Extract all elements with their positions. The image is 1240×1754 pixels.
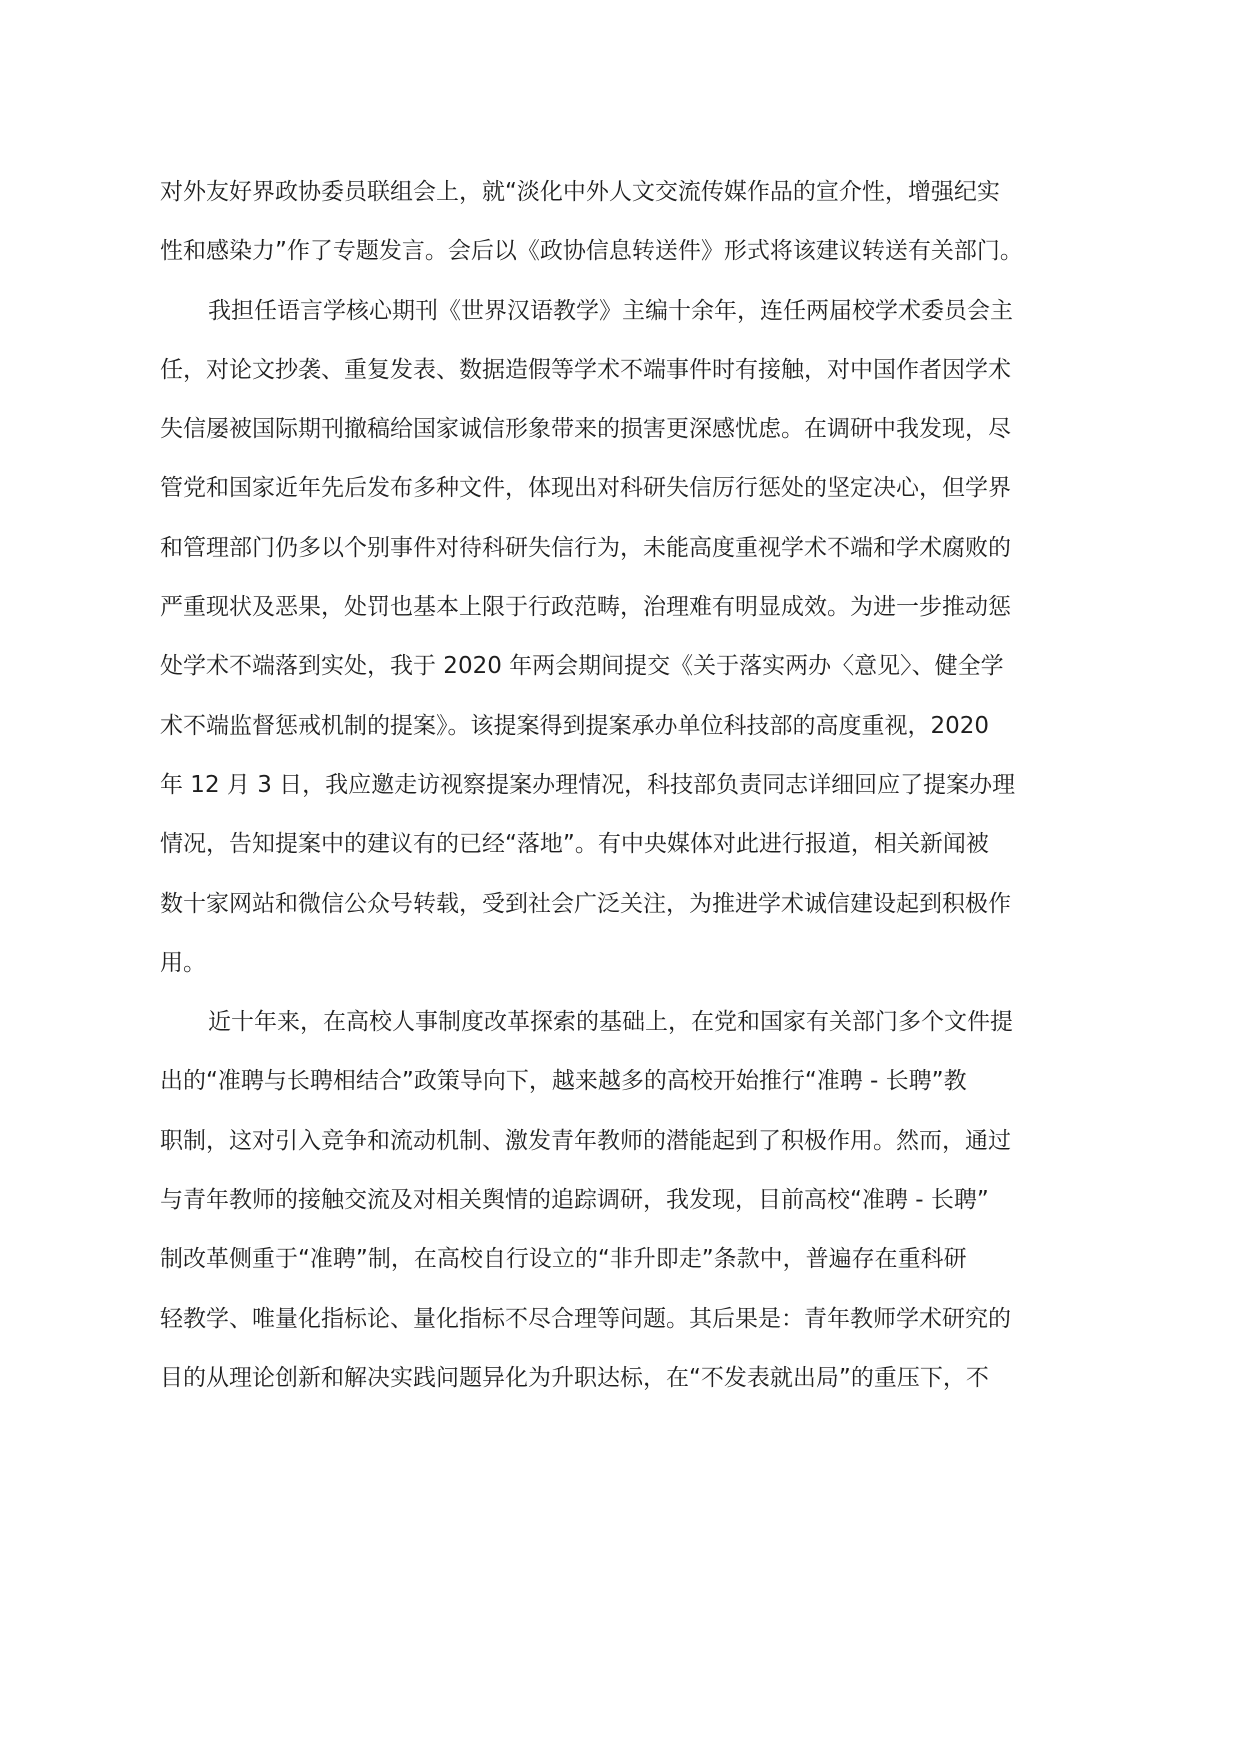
text-line: 年 12 月 3 日，我应邀走访视察提案办理情况，科技部负责同志详细回应了提案办理 [160,771,1016,798]
text-line: 失信屡被国际期刊撤稿给国家诚信形象带来的损害更深感忧虑。在调研中我发现，尽 [160,416,1011,443]
text-line: 用。 [160,949,206,976]
text-line: 严重现状及恶果，处罚也基本上限于行政范畴，治理难有明显成效。为进一步推动惩 [160,594,1011,621]
text-line: 出的“准聘与长聘相结合”政策导向下，越来越多的高校开始推行“准聘 - 长聘”教 [160,1068,967,1095]
text-line: 制改革侧重于“准聘”制，在高校自行设立的“非升即走”条款中，普遍存在重科研 [160,1246,967,1273]
text-line: 任，对论文抄袭、重复发表、数据造假等学术不端事件时有接触，对中国作者因学术 [160,356,1011,383]
paragraph-first-line: 我担任语言学核心期刊《世界汉语教学》主编十余年，连任两届校学术委员会主 [208,297,1013,324]
body-text [160,172,1100,1417]
text-line: 目的从理论创新和解决实践问题异化为升职达标，在“不发表就出局”的重压下，不 [160,1364,989,1391]
text-line: 管党和国家近年先后发布多种文件，体现出对科研失信厉行惩处的坚定决心，但学界 [160,475,1011,502]
text-line: 对外友好界政协委员联组会上，就“淡化中外人文交流传媒作品的宣介性，增强纪实 [160,179,1000,205]
text-line: 数十家网站和微信公众号转载，受到社会广泛关注，为推进学术诚信建设起到积极作 [160,890,1011,917]
paragraph-first-line: 近十年来，在高校人事制度改革探索的基础上，在党和国家有关部门多个文件提 [208,1009,1013,1036]
text-line: 性和感染力”作了专题发言。会后以《政协信息转送件》形式将该建议转送有关部门。 [160,238,1023,265]
text-line: 情况，告知提案中的建议有的已经“落地”。有中央媒体对此进行报道，相关新闻被 [160,831,989,858]
text-line: 职制，这对引入竞争和流动机制、激发青年教师的潜能起到了积极作用。然而，通过 [160,1127,1011,1154]
text-line: 术不端监督惩戒机制的提案》。该提案得到提案承办单位科技部的高度重视，2020 [160,712,990,739]
text-line: 处学术不端落到实处，我于 2020 年两会期间提交《关于落实两办〈意见〉、健全学 [160,653,1004,680]
text-line: 和管理部门仍多以个别事件对待科研失信行为，未能高度重视学术不端和学术腐败的 [160,534,1011,561]
text-line: 轻教学、唯量化指标论、量化指标不尽合理等问题。其后果是：青年教师学术研究的 [160,1305,1011,1332]
text-line: 与青年教师的接触交流及对相关舆情的追踪调研，我发现，目前高校“准聘 - 长聘” [160,1187,989,1214]
